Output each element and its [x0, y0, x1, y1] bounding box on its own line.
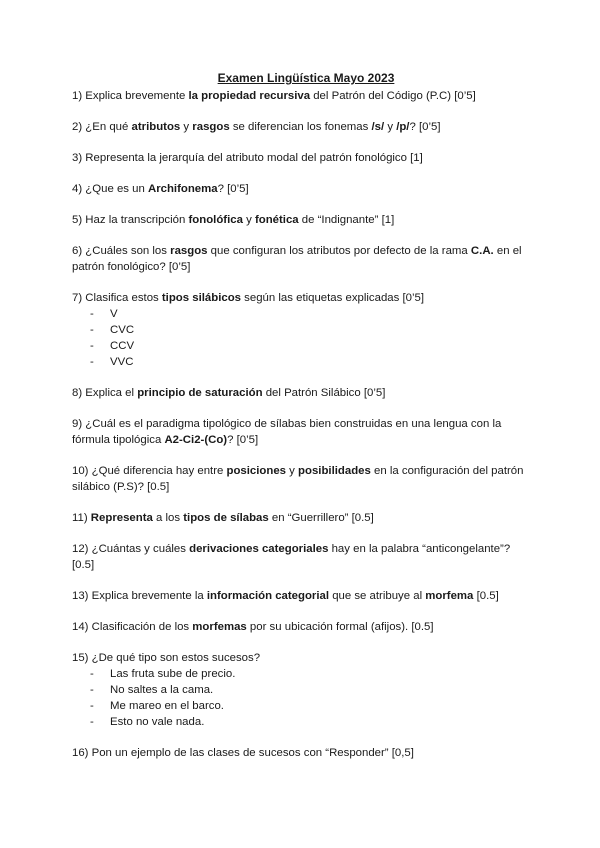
- question-text: según las etiquetas explicadas [0’5]: [241, 292, 425, 304]
- question-2: [72, 119, 532, 135]
- question-text: 6) ¿Cuáles son los: [72, 245, 171, 257]
- spacer: [72, 228, 532, 243]
- question-4: [72, 181, 532, 197]
- list-item: - Me mareo en el barco.: [72, 698, 532, 714]
- question-text: 5) Haz la transcripción: [72, 214, 189, 226]
- question-text: ? [0’5]: [409, 121, 441, 133]
- question-15: [72, 650, 532, 666]
- question-text: 16) Pon un ejemplo de las clases de sucesos con “Responder” [0,5]: [72, 747, 414, 759]
- question-12: [72, 541, 532, 573]
- bold-term: /p/: [396, 121, 410, 133]
- list-item: - VVC: [72, 354, 532, 370]
- spacer: [72, 495, 532, 510]
- list-item: - V: [72, 306, 532, 322]
- question-text: 7) Clasifica estos: [72, 292, 162, 304]
- bold-term: derivaciones categoriales: [189, 543, 329, 555]
- question-10: [72, 463, 532, 495]
- spacer: [72, 401, 532, 416]
- question-list: [72, 88, 532, 761]
- question-text: en “Guerrillero” [0.5]: [268, 512, 374, 524]
- list-item: - CVC: [72, 322, 532, 338]
- question-text: [0.5]: [473, 590, 499, 602]
- bold-term: fonética: [254, 214, 299, 226]
- question-text: y: [384, 121, 397, 133]
- question-7-list: [72, 306, 532, 370]
- question-text: 13) Explica brevemente la: [72, 590, 207, 602]
- spacer: [72, 448, 532, 463]
- question-text: que se atribuye al: [329, 590, 426, 602]
- bold-term: A2-Ci2-(Co): [164, 434, 228, 446]
- list-item: - No saltes a la cama.: [72, 682, 532, 698]
- question-text: que configuran los atributos por defecto de la rama: [207, 245, 471, 257]
- question-text: en el patrón fonológico? [0’5]: [72, 245, 522, 273]
- spacer: [72, 635, 532, 650]
- question-text: en la configuración del patrón silábico (P.S)? [0.5]: [72, 465, 524, 493]
- question-text: ? [0’5]: [227, 434, 259, 446]
- spacer: [72, 197, 532, 212]
- question-text: se diferencian los fonemas: [229, 121, 372, 133]
- spacer: [72, 526, 532, 541]
- bold-term: principio de saturación: [137, 387, 263, 399]
- bold-term: rasgos: [192, 121, 230, 133]
- question-text: ? [0’5]: [217, 183, 249, 195]
- bold-term: posibilidades: [298, 465, 371, 477]
- exam-page: [72, 70, 532, 761]
- question-text: de “Indignante” [1]: [298, 214, 395, 226]
- question-8: [72, 385, 532, 401]
- spacer: [72, 730, 532, 745]
- question-text: 14) Clasificación de los: [72, 621, 193, 633]
- page-title: Examen Lingüística Mayo 2023: [217, 71, 395, 85]
- question-text: 15) ¿De qué tipo son estos sucesos?: [72, 652, 261, 664]
- list-item: - Las fruta sube de precio.: [72, 666, 532, 682]
- bold-term: tipos de sílabas: [183, 512, 269, 524]
- question-text: a los: [152, 512, 184, 524]
- question-9: [72, 416, 532, 448]
- bold-term: Representa: [90, 512, 153, 524]
- question-text: 3) Representa la jerarquía del atributo modal del patrón fonológico [1]: [72, 152, 423, 164]
- question-11: [72, 510, 532, 526]
- question-text: y: [180, 121, 193, 133]
- question-text: 12) ¿Cuántas y cuáles: [72, 543, 190, 555]
- question-16: [72, 745, 532, 761]
- question-6: [72, 243, 532, 275]
- spacer: [72, 604, 532, 619]
- bold-term: posiciones: [226, 465, 287, 477]
- question-text: 11): [72, 512, 91, 524]
- list-item: - Esto no vale nada.: [72, 714, 532, 730]
- spacer: [72, 135, 532, 150]
- question-text: por su ubicación formal (afijos). [0.5]: [246, 621, 434, 633]
- spacer: [72, 275, 532, 290]
- question-text: y: [286, 465, 299, 477]
- spacer: [72, 166, 532, 181]
- bold-term: morfemas: [192, 621, 247, 633]
- question-1: [72, 88, 532, 104]
- bold-term: Archifonema: [147, 183, 218, 195]
- bold-term: fonolófica: [188, 214, 243, 226]
- spacer: [72, 573, 532, 588]
- question-text: 8) Explica el: [72, 387, 138, 399]
- question-text: 9) ¿Cuál es el paradigma tipológico de sílabas bien construidas en una lengua con la fórmula tipológica: [72, 418, 502, 446]
- bold-term: C.A.: [470, 245, 494, 257]
- bold-term: tipos silábicos: [161, 292, 242, 304]
- list-item: - CCV: [72, 338, 532, 354]
- bold-term: rasgos: [170, 245, 208, 257]
- question-13: [72, 588, 532, 604]
- bold-term: la propiedad recursiva: [188, 90, 311, 102]
- question-text: 2) ¿En qué: [72, 121, 132, 133]
- bold-term: información categorial: [206, 590, 330, 602]
- question-7: [72, 290, 532, 306]
- question-5: [72, 212, 532, 228]
- question-14: [72, 619, 532, 635]
- spacer: [72, 370, 532, 385]
- bold-term: /s/: [371, 121, 385, 133]
- question-text: del Patrón Silábico [0’5]: [262, 387, 386, 399]
- question-15-list: [72, 666, 532, 730]
- question-text: y: [242, 214, 255, 226]
- question-3: [72, 150, 532, 166]
- question-text: 4) ¿Que es un: [72, 183, 148, 195]
- question-text: 1) Explica brevemente: [72, 90, 189, 102]
- question-text: hay en la palabra “anticongelante”? [0.5]: [72, 543, 511, 571]
- question-text: del Patrón del Código (P.C) [0’5]: [310, 90, 476, 102]
- spacer: [72, 104, 532, 119]
- bold-term: atributos: [131, 121, 181, 133]
- bold-term: morfema: [425, 590, 474, 602]
- question-text: 10) ¿Qué diferencia hay entre: [72, 465, 227, 477]
